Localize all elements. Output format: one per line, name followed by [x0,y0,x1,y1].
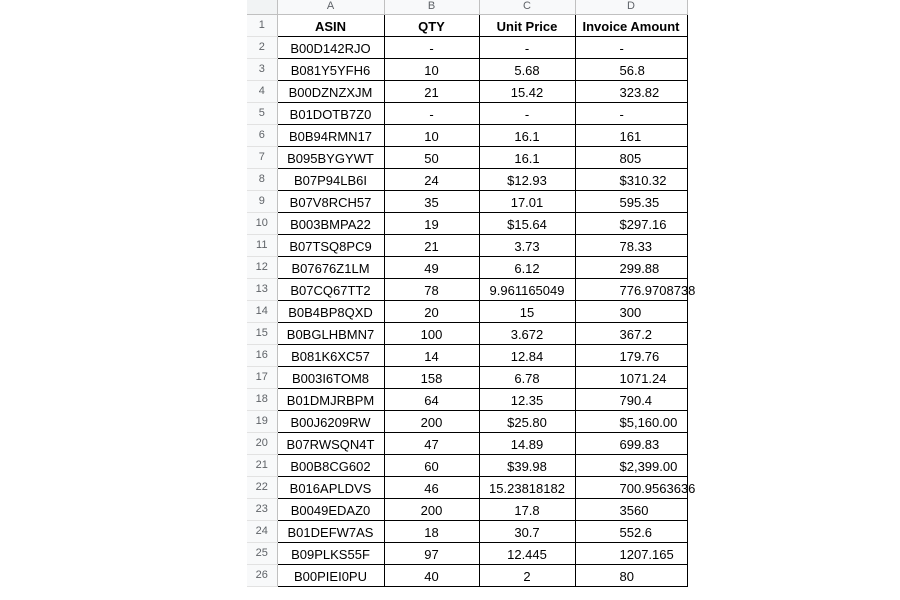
cell-qty[interactable]: 14 [384,344,479,366]
cell-unit-price[interactable]: - [479,36,575,58]
cell-unit-price[interactable]: 16.1 [479,124,575,146]
cell-qty[interactable]: 10 [384,124,479,146]
row-number[interactable]: 2 [247,36,277,58]
cell-qty[interactable]: - [384,36,479,58]
row-number[interactable]: 19 [247,410,277,432]
cell-qty[interactable]: 24 [384,168,479,190]
cell-unit-price[interactable]: 3.672 [479,322,575,344]
cell-asin[interactable]: B07TSQ8PC9 [277,234,384,256]
cell-unit-price[interactable]: 3.73 [479,234,575,256]
table-row [247,168,687,190]
table-row [247,498,687,520]
table-header-row [247,14,687,36]
cell-invoice-amount[interactable]: 299.88 [575,256,687,278]
cell-invoice-amount[interactable]: $297.16 [575,212,687,234]
row-number[interactable]: 25 [247,542,277,564]
cell-qty[interactable]: 158 [384,366,479,388]
cell-invoice-amount[interactable]: 367.2 [575,322,687,344]
table-row [247,564,687,586]
cell-invoice-amount[interactable]: $310.32 [575,168,687,190]
row-number[interactable]: 23 [247,498,277,520]
row-number[interactable]: 20 [247,432,277,454]
cell-qty[interactable]: 19 [384,212,479,234]
row-number[interactable]: 8 [247,168,277,190]
row-number[interactable]: 11 [247,234,277,256]
cell-qty[interactable]: 18 [384,520,479,542]
row-number[interactable]: 12 [247,256,277,278]
cell-asin[interactable]: B09PLKS55F [277,542,384,564]
table-row [247,542,687,564]
table-row [247,366,687,388]
cell-unit-price[interactable]: 2 [479,564,575,586]
table-row [247,454,687,476]
cell-asin[interactable]: B00D142RJO [277,36,384,58]
cell-unit-price[interactable]: 17.01 [479,190,575,212]
cell-invoice-amount[interactable]: $5,160.00 [575,410,687,432]
cell-asin[interactable]: B003I6TOM8 [277,366,384,388]
table-row [247,278,687,300]
cell-qty[interactable]: 200 [384,410,479,432]
cell-asin[interactable]: B07RWSQN4T [277,432,384,454]
table-row [247,300,687,322]
cell-unit-price[interactable]: $25.80 [479,410,575,432]
cell-qty[interactable]: 100 [384,322,479,344]
table-row [247,124,687,146]
row-number[interactable]: 7 [247,146,277,168]
table-row [247,432,687,454]
sheet-grid [247,0,696,587]
row-number[interactable]: 5 [247,102,277,124]
row-number[interactable]: 15 [247,322,277,344]
column-header-a[interactable]: A [277,0,384,14]
select-all-corner[interactable] [247,0,277,14]
cell-asin[interactable]: B081Y5YFH6 [277,58,384,80]
cell-invoice-amount[interactable]: - [575,102,687,124]
cell-qty[interactable]: 10 [384,58,479,80]
cell-qty[interactable]: 46 [384,476,479,498]
cell-invoice-amount[interactable]: 776.9708738 [575,278,687,300]
cell-unit-price[interactable]: - [479,102,575,124]
row-number[interactable]: 10 [247,212,277,234]
cell-invoice-amount[interactable]: 699.83 [575,432,687,454]
cell-unit-price[interactable]: $12.93 [479,168,575,190]
table-row [247,344,687,366]
cell-invoice-amount[interactable]: 78.33 [575,234,687,256]
cell-asin[interactable]: B07V8RCH57 [277,190,384,212]
cell-asin[interactable]: B07P94LB6I [277,168,384,190]
cell-invoice-amount[interactable]: 300 [575,300,687,322]
cell-unit-price[interactable]: 30.7 [479,520,575,542]
row-number[interactable]: 4 [247,80,277,102]
cell-unit-price[interactable]: 15.42 [479,80,575,102]
cell-unit-price[interactable]: 12.84 [479,344,575,366]
row-number[interactable]: 26 [247,564,277,586]
cell-asin[interactable]: B00B8CG602 [277,454,384,476]
cell-invoice-amount[interactable]: 552.6 [575,520,687,542]
cell-invoice-amount[interactable]: $2,399.00 [575,454,687,476]
table-row [247,520,687,542]
cell-invoice-amount[interactable]: 323.82 [575,80,687,102]
table-row [247,146,687,168]
cell-asin[interactable]: B07CQ67TT2 [277,278,384,300]
column-header-d[interactable]: D [575,0,687,14]
row-number[interactable]: 17 [247,366,277,388]
table-row [247,476,687,498]
table-row [247,36,687,58]
header-cell-invoice-amount[interactable]: Invoice Amount [575,14,687,36]
cell-qty[interactable]: 40 [384,564,479,586]
cell-asin[interactable]: B0B4BP8QXD [277,300,384,322]
cell-asin[interactable]: B01DMJRBPM [277,388,384,410]
header-cell-qty[interactable]: QTY [384,14,479,36]
cell-unit-price[interactable]: 12.445 [479,542,575,564]
cell-invoice-amount[interactable]: 3560 [575,498,687,520]
cell-unit-price[interactable]: 6.78 [479,366,575,388]
cell-asin[interactable]: B00PIEI0PU [277,564,384,586]
table-row [247,58,687,80]
cell-qty[interactable]: 200 [384,498,479,520]
column-header-row [247,0,687,14]
cell-unit-price[interactable]: 14.89 [479,432,575,454]
cell-invoice-amount[interactable]: 1207.165 [575,542,687,564]
table-row [247,102,687,124]
cell-asin[interactable]: B0B94RMN17 [277,124,384,146]
cell-asin[interactable]: B00DZNZXJM [277,80,384,102]
cell-invoice-amount[interactable]: 595.35 [575,190,687,212]
header-cell-asin[interactable]: ASIN [277,14,384,36]
cell-invoice-amount[interactable]: 700.9563636 [575,476,687,498]
cell-invoice-amount[interactable]: 1071.24 [575,366,687,388]
table-row [247,388,687,410]
table-row [247,80,687,102]
row-number[interactable]: 1 [247,14,277,36]
row-number[interactable]: 6 [247,124,277,146]
cell-asin[interactable]: B01DOTB7Z0 [277,102,384,124]
cell-asin[interactable]: B003BMPA22 [277,212,384,234]
cell-asin[interactable]: B095BYGYWT [277,146,384,168]
cell-qty[interactable]: 78 [384,278,479,300]
cell-asin[interactable]: B07676Z1LM [277,256,384,278]
cell-unit-price[interactable]: 15.23818182 [479,476,575,498]
cell-qty[interactable]: 35 [384,190,479,212]
cell-invoice-amount[interactable]: - [575,36,687,58]
spreadsheet [247,0,696,600]
cell-qty[interactable]: 20 [384,300,479,322]
cell-asin[interactable]: B0049EDAZ0 [277,498,384,520]
table-row [247,212,687,234]
cell-qty[interactable]: 60 [384,454,479,476]
cell-qty[interactable]: 64 [384,388,479,410]
cell-unit-price[interactable]: 17.8 [479,498,575,520]
cell-invoice-amount[interactable]: 805 [575,146,687,168]
row-number[interactable]: 16 [247,344,277,366]
cell-unit-price[interactable]: 12.35 [479,388,575,410]
cell-unit-price[interactable]: 15 [479,300,575,322]
row-number[interactable]: 24 [247,520,277,542]
row-number[interactable]: 21 [247,454,277,476]
table-row [247,410,687,432]
cell-asin[interactable]: B00J6209RW [277,410,384,432]
cell-qty[interactable]: 97 [384,542,479,564]
cell-qty[interactable]: 47 [384,432,479,454]
table-row [247,322,687,344]
column-header-b[interactable]: B [384,0,479,14]
cell-asin[interactable]: B0BGLHBMN7 [277,322,384,344]
cell-invoice-amount[interactable]: 161 [575,124,687,146]
row-number[interactable]: 14 [247,300,277,322]
row-number[interactable]: 18 [247,388,277,410]
row-number[interactable]: 9 [247,190,277,212]
cell-qty[interactable]: - [384,102,479,124]
table-row [247,190,687,212]
cell-asin[interactable]: B081K6XC57 [277,344,384,366]
cell-qty[interactable]: 21 [384,234,479,256]
column-header-c[interactable]: C [479,0,575,14]
cell-invoice-amount[interactable]: 80 [575,564,687,586]
row-number[interactable]: 13 [247,278,277,300]
cell-qty[interactable]: 49 [384,256,479,278]
table-row [247,256,687,278]
cell-unit-price[interactable]: 9.961165049 [479,278,575,300]
table-row [247,234,687,256]
cell-asin[interactable]: B016APLDVS [277,476,384,498]
cell-unit-price[interactable]: 5.68 [479,58,575,80]
cell-invoice-amount[interactable]: 179.76 [575,344,687,366]
cell-unit-price[interactable]: $39.98 [479,454,575,476]
cell-qty[interactable]: 21 [384,80,479,102]
cell-asin[interactable]: B01DEFW7AS [277,520,384,542]
cell-invoice-amount[interactable]: 790.4 [575,388,687,410]
cell-unit-price[interactable]: 16.1 [479,146,575,168]
row-number[interactable]: 3 [247,58,277,80]
header-cell-unit-price[interactable]: Unit Price [479,14,575,36]
cell-unit-price[interactable]: 6.12 [479,256,575,278]
cell-invoice-amount[interactable]: 56.8 [575,58,687,80]
cell-unit-price[interactable]: $15.64 [479,212,575,234]
row-number[interactable]: 22 [247,476,277,498]
cell-qty[interactable]: 50 [384,146,479,168]
